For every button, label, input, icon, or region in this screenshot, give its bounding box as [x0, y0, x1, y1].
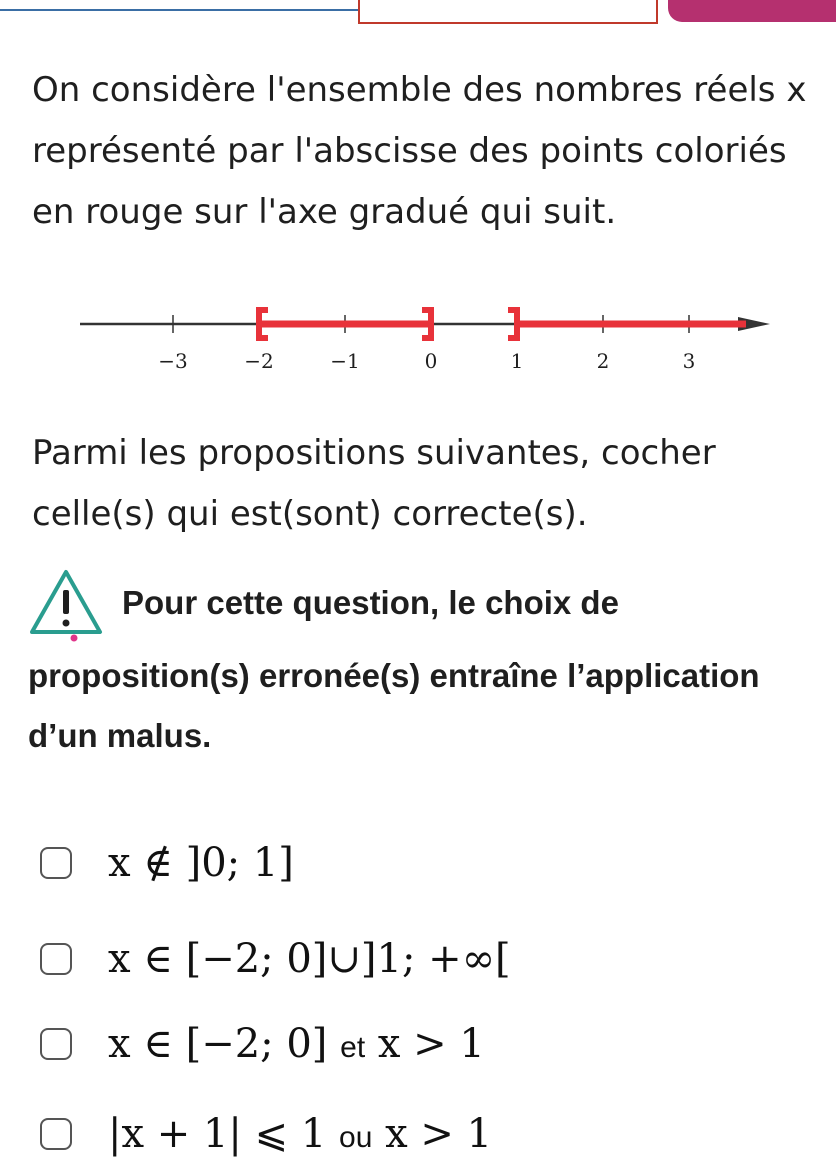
intro-text: On considère l'ensemble des nombres réels x représenté par l'abscisse des points coloriés en rouge sur l'axe gradué qui suit. [32, 70, 807, 232]
option-1-checkbox[interactable] [40, 847, 72, 879]
option-1-label: x ∉ ]0; 1] [108, 840, 294, 886]
option-4-checkbox[interactable] [40, 1118, 72, 1150]
option-4[interactable] [40, 1104, 800, 1164]
tick-label: −3 [158, 349, 188, 373]
top-divider-line [0, 9, 360, 11]
question-text: Parmi les propositions suivantes, cocher celle(s) qui est(sont) correcte(s). [32, 433, 716, 534]
tick-label: −1 [330, 349, 360, 373]
warning-triangle-icon [26, 566, 106, 642]
option-4-connector: ou [339, 1121, 373, 1154]
warning-text-line1: Pour cette question, le choix de [122, 584, 619, 621]
top-accent-button[interactable] [668, 0, 836, 22]
option-3-checkbox[interactable] [40, 1028, 72, 1060]
option-4-expr-a: |x + 1| ⩽ 1 [108, 1111, 327, 1157]
tick-label: 2 [596, 349, 610, 373]
tick-label: −2 [244, 349, 274, 373]
option-1[interactable] [40, 833, 800, 893]
option-3-expr-b: x > 1 [377, 1021, 485, 1067]
tick-label: 3 [682, 349, 696, 373]
tick-label: 0 [424, 349, 438, 373]
tick-label: 1 [510, 349, 524, 373]
option-2-checkbox[interactable] [40, 943, 72, 975]
option-3-expr-a: x ∈ [−2; 0] [108, 1021, 328, 1067]
warning-text-rest: proposition(s) erronée(s) entraîne l’application d’un malus. [28, 657, 760, 754]
option-3-connector: et [340, 1031, 366, 1064]
option-3[interactable] [40, 1014, 800, 1074]
option-2[interactable] [40, 929, 800, 989]
option-4-label [108, 1111, 492, 1157]
option-3-label [108, 1021, 485, 1067]
top-tab[interactable] [358, 0, 658, 24]
option-4-expr-b: x > 1 [385, 1111, 493, 1157]
top-bar [0, 0, 836, 40]
number-line [70, 290, 780, 380]
option-2-label: x ∈ [−2; 0]∪]1; +∞[ [108, 936, 511, 982]
